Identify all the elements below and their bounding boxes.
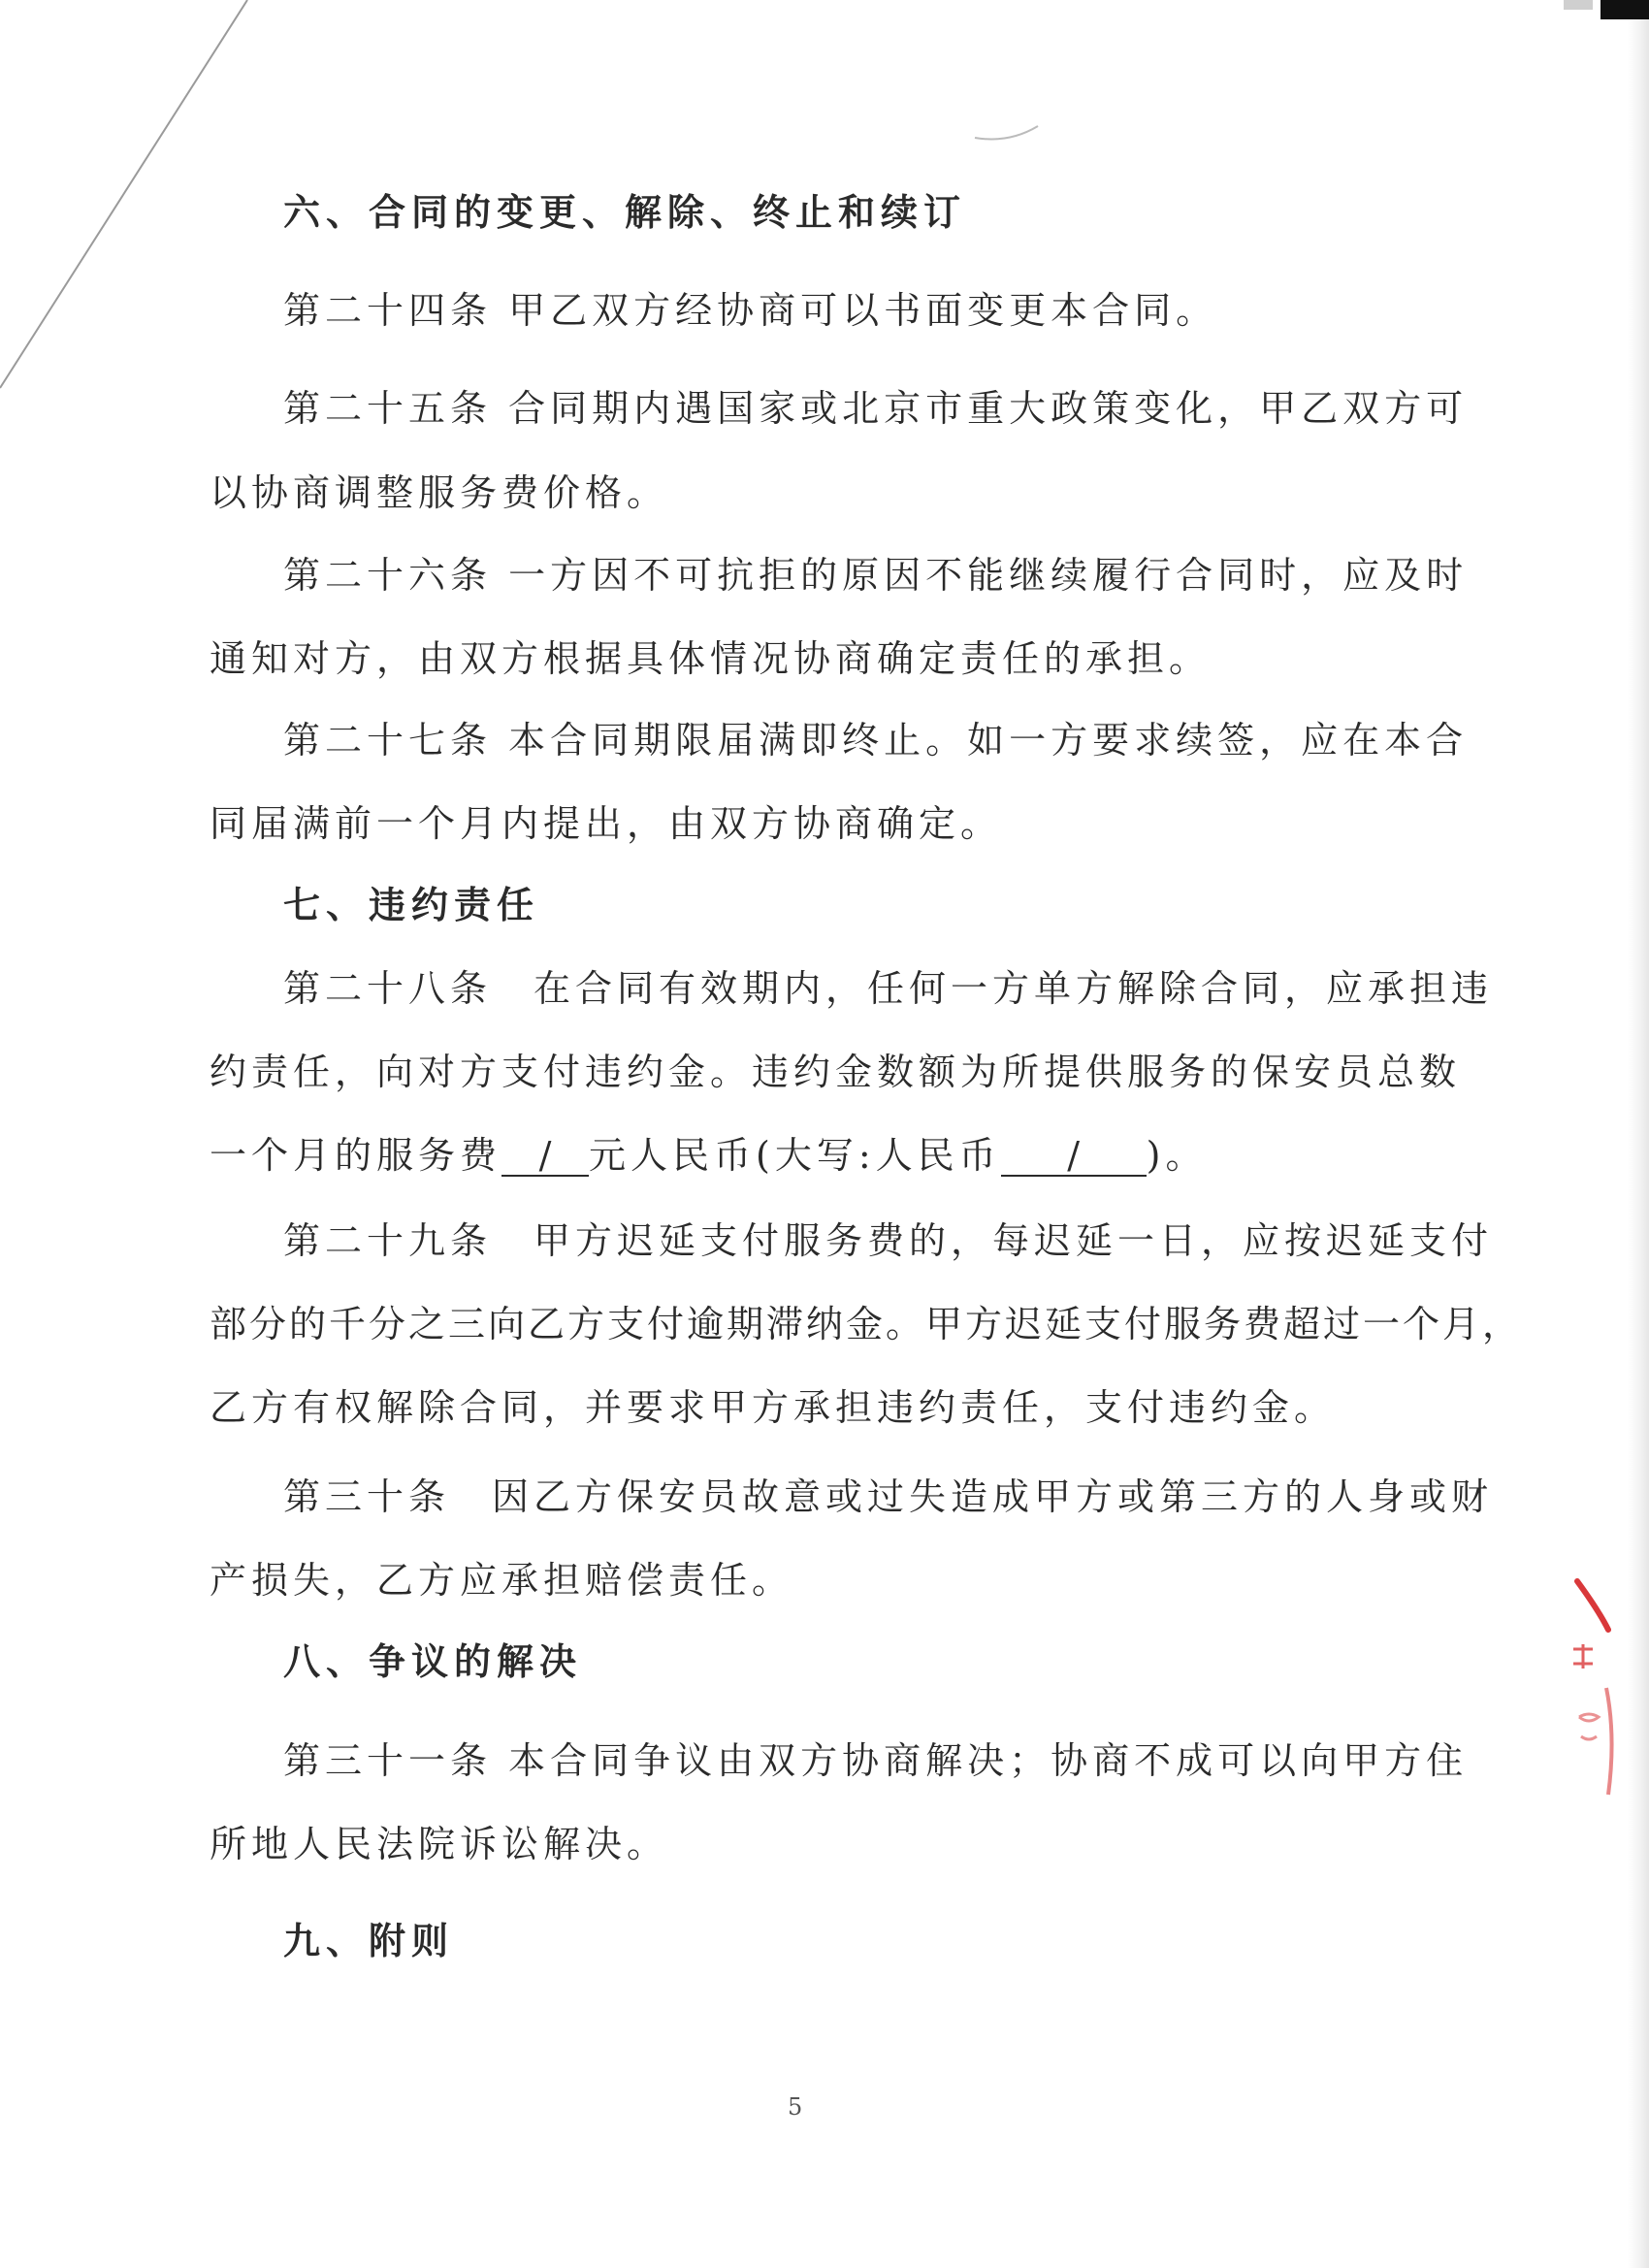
article-29-line-3: 乙方有权解除合同，并要求甲方承担违约责任，支付违约金。 bbox=[210, 1386, 1337, 1429]
fee-closing-text: )。 bbox=[1146, 1134, 1208, 1177]
article-29-line-1: 第二十九条 甲方迟延支付服务费的，每迟延一日，应按迟延支付 bbox=[283, 1219, 1494, 1262]
article-28-line-3 bbox=[210, 1133, 1207, 1178]
section-heading-7: 七、违约责任 bbox=[283, 883, 540, 926]
article-28-line-1: 第二十八条 在合同有效期内，任何一方单方解除合同，应承担违 bbox=[283, 967, 1494, 1010]
fee-currency-text: 元人民币(大写:人民币 bbox=[589, 1134, 1001, 1177]
section-heading-9: 九、附则 bbox=[283, 1919, 455, 1962]
article-28-line-2: 约责任，向对方支付违约金。违约金数额为所提供服务的保安员总数 bbox=[210, 1051, 1462, 1093]
article-27-line-1: 第二十七条 本合同期限届满即终止。如一方要求续签，应在本合 bbox=[283, 719, 1469, 761]
article-25-line-1: 第二十五条 合同期内遇国家或北京市重大政策变化，甲乙双方可 bbox=[283, 387, 1469, 430]
scan-corner-grey bbox=[1564, 0, 1593, 10]
section-heading-6: 六、合同的变更、解除、终止和续订 bbox=[283, 190, 967, 234]
fee-amount-blank: / bbox=[501, 1136, 589, 1177]
article-30-line-2: 产损失，乙方应承担赔偿责任。 bbox=[210, 1559, 794, 1602]
article-27-line-2: 同届满前一个月内提出，由双方协商确定。 bbox=[210, 802, 1003, 845]
article-31-line-2: 所地人民法院诉讼解决。 bbox=[210, 1823, 669, 1865]
article-30-line-1: 第三十条 因乙方保安员故意或过失造成甲方或第三方的人身或财 bbox=[283, 1475, 1494, 1518]
scan-edge-shadow bbox=[1628, 0, 1649, 2268]
scan-corner-dark bbox=[1600, 0, 1649, 19]
article-24: 第二十四条 甲乙双方经协商可以书面变更本合同。 bbox=[283, 289, 1218, 332]
article-25-line-2: 以协商调整服务费价格。 bbox=[210, 471, 669, 514]
section-heading-8: 八、争议的解决 bbox=[283, 1639, 583, 1683]
article-29-line-2: 部分的千分之三向乙方支付逾期滞纳金。甲方迟延支付服务费超过一个月， bbox=[210, 1303, 1523, 1345]
page-number: 5 bbox=[788, 2093, 803, 2121]
scan-smudge bbox=[970, 116, 1048, 146]
article-31-line-1: 第三十一条 本合同争议由双方协商解决；协商不成可以向甲方住 bbox=[283, 1739, 1469, 1782]
article-26-line-2: 通知对方，由双方根据具体情况协商确定责任的承担。 bbox=[210, 637, 1212, 680]
seal-stamp-fragment bbox=[1560, 1571, 1618, 1804]
article-26-line-1: 第二十六条 一方因不可抗拒的原因不能继续履行合同时，应及时 bbox=[283, 554, 1469, 597]
fee-amount-words-blank: / bbox=[1001, 1136, 1147, 1177]
fee-text: 一个月的服务费 bbox=[210, 1134, 502, 1177]
